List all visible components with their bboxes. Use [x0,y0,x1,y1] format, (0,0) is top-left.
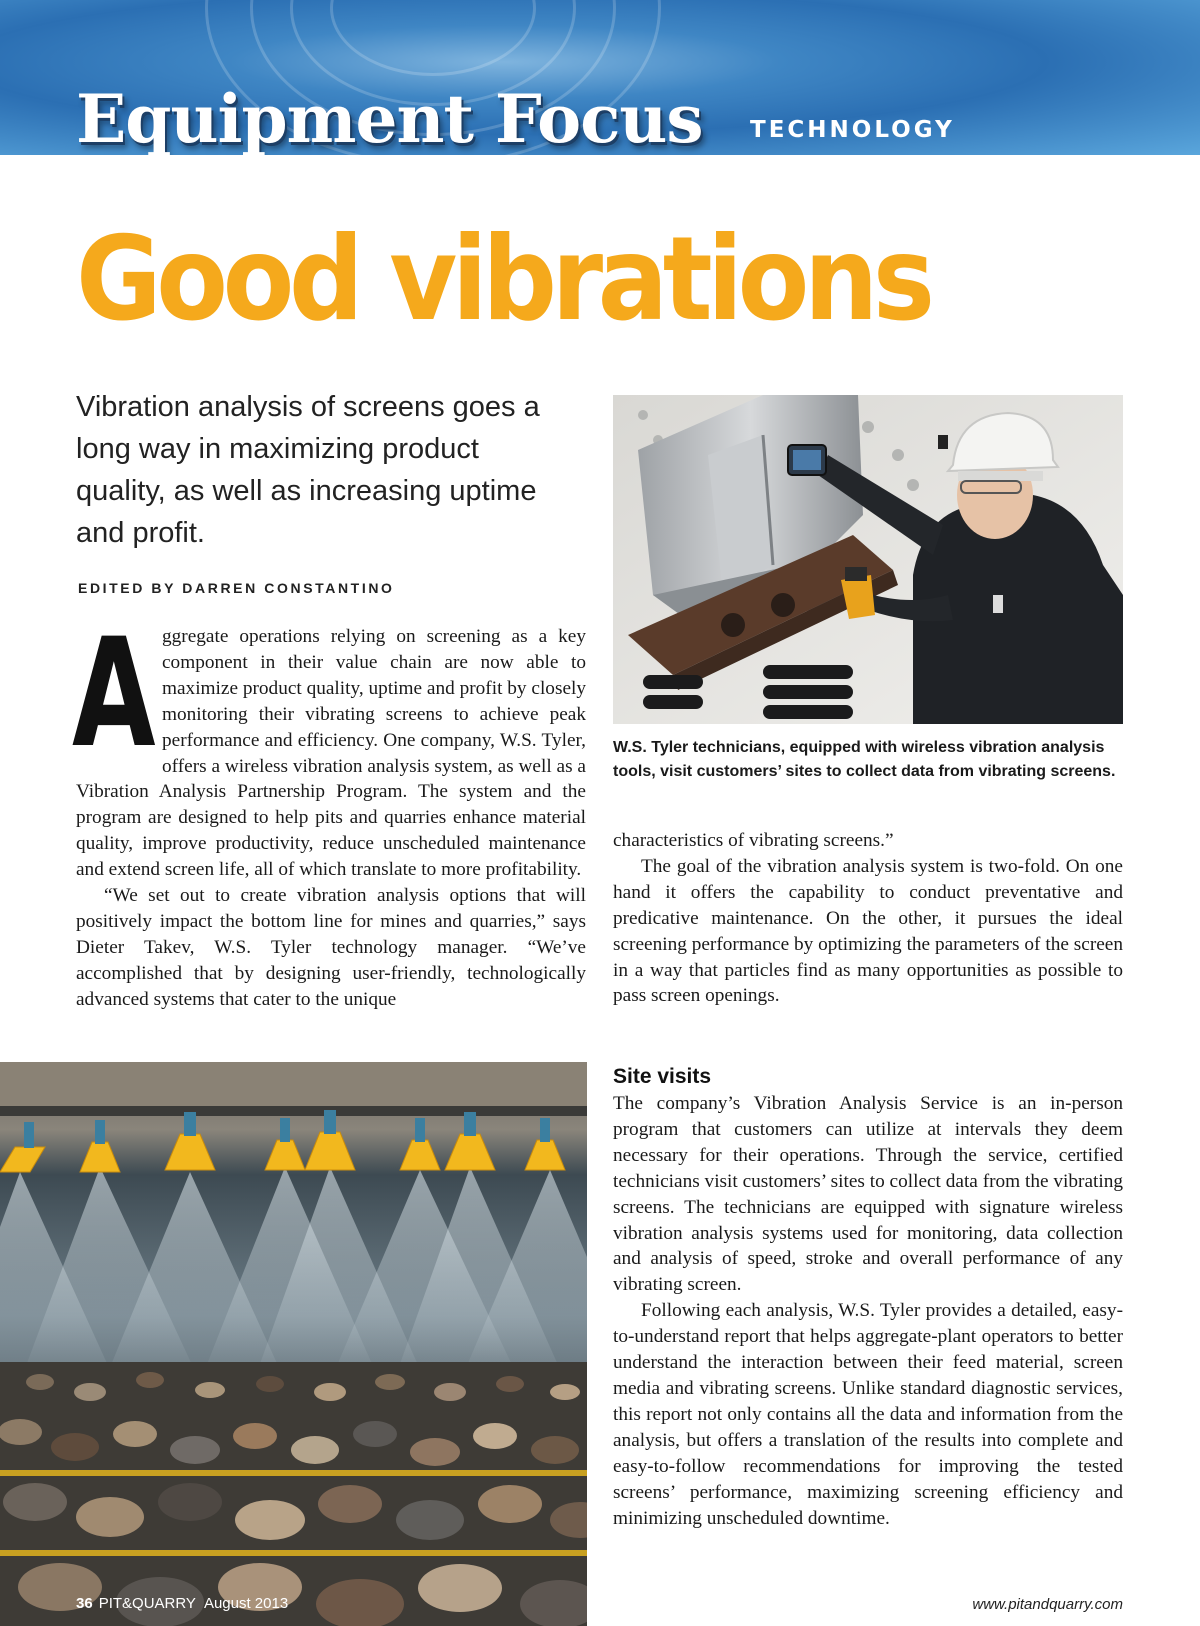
section-label: TECHNOLOGY [750,117,955,143]
body-column-right-top [613,828,1123,1009]
technician-illustration [613,395,1123,724]
page-number: 36 [76,1595,93,1612]
paragraph-3: The goal of the vibration analysis system is two-fold. On one hand it offers the capability to conduct preventative and predicative maintenance. On the other, it pursues the ideal screening performance by optimizing the parameters of the screen in a way that particles find as many opportunities as possible to pass screen openings. [613,855,1123,1007]
article-byline: EDITED BY DARREN CONSTANTINO [78,580,395,596]
paragraph-4: The company’s Vibration Analysis Service is an in-person program that customers can utilize at intervals they deem necessary for their operations. Through the service, certified technicians visit customers’ sites to collect data from the vibrating screens. The technicians are equipped with signature wireless vibration analysis systems used for monitoring, data collection and analysis of speed, stroke and overall performance of any vibrating screen. [613,1093,1123,1296]
article-headline: Good vibrations [76,212,930,347]
technician-photo [613,395,1123,724]
article-deck: Vibration analysis of screens goes a long way in maximizing product quality, as well as increasing uptime and profit. [76,391,540,549]
body-column-left [72,607,586,1013]
magazine-name: PIT&QUARRY [98,1595,196,1612]
paragraph-2: “We set out to create vibration analysis options that will positively impact the bottom line for mines and quarries,” says Dieter Takev, W.S. Tyler technology manager. “We’ve accomplished that by designing user-friendly, technologically advanced systems that cater to the unique [76,885,586,1010]
paragraph-1: ggregate operations relying on screening as a key component in their value chain are now able to maximize product quality, uptime and profit by closely monitoring their vibrating screens to achieve peak performance and efficiency. One company, W.S. Tyler, offers a wireless vibration analysis system, as well as a Vibration Analysis Partnership Program. The system and the program are designed to help pits and quarries enhance material quality, improve productivity, reduce unscheduled maintenance and extend screen life, all of which translate to more profitability. [76,626,586,881]
series-title: Equipment Focus [76,80,703,155]
body-column-right-bottom [613,1064,1123,1531]
screening-photo [0,1062,587,1626]
header-banner [0,0,1200,155]
subhead-site-visits: Site visits [613,1065,712,1088]
drop-cap: A [72,607,156,781]
photo-caption: W.S. Tyler technicians, equipped with wireless vibration analysis tools, visit customers’ sites to collect data from vibrating screens. [613,739,1116,780]
paragraph-5: Following each analysis, W.S. Tyler provides a detailed, easy-to-understand report that helps aggregate-plant operators to better understand the interaction between their feed material, screen media and vibrating screens. Unlike standard diagnostic services, this report not only contains all the data and information from the analysis, but offers a translation of the results into complete and easy-to-follow recommendations for improving the tested screens’ performance, maximizing screening efficiency and minimizing unscheduled downtime. [613,1300,1123,1529]
issue-date: August 2013 [203,1595,289,1612]
screening-illustration [0,1062,587,1626]
page-folio [76,1595,288,1612]
paragraph-2-continued: characteristics of vibrating screens.” [613,830,894,851]
website-url[interactable]: www.pitandquarry.com [972,1596,1123,1613]
